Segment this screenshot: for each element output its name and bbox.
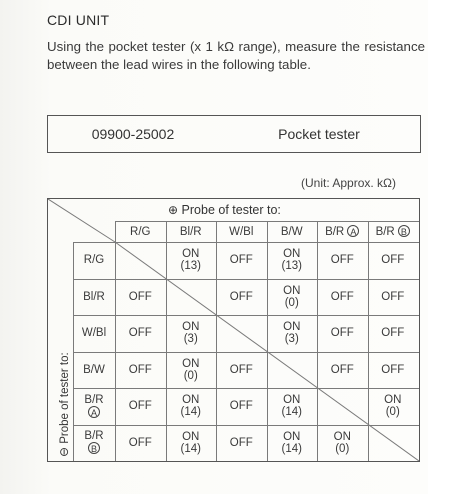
resistance-table [47,198,420,462]
circle-letter: A [88,406,100,418]
table-cell: ON (13) [281,248,302,273]
table-cell: ON (13) [180,248,201,273]
table-cell: ON (3) [283,321,301,346]
table-cell: OFF [128,400,152,413]
table-cell: OFF [128,436,152,449]
row-header: R/G [83,254,105,267]
probe-plus-label: Probe of tester to: [181,203,281,217]
table-cell: OFF [381,254,405,267]
table-cell: OFF [229,400,253,413]
table-cell: ON (14) [180,430,201,455]
column-header: B/W [280,225,303,238]
plus-symbol: ⊕ [168,203,179,217]
table-cell: OFF [229,363,253,376]
row-header: B/W [83,363,105,376]
table-cell: OFF [330,363,354,376]
table-cell: ON (14) [281,394,302,419]
row-header: B/R B [84,430,104,455]
column-header: B/R A [317,221,368,242]
corner-diagonal [48,199,115,242]
column-header: B/R B [368,221,419,242]
unit-note: (Unit: Approx. kΩ) [301,176,396,190]
table-cell: ON (0) [182,357,200,382]
section-heading: CDI UNIT [47,12,110,28]
table-cell: ON (3) [182,321,200,346]
intro-paragraph: Using the pocket tester (x 1 kΩ range), measure the resistance between the lead wires in the following table. [47,39,425,72]
table-cell: ON (14) [281,430,302,455]
table-cell: ON (0) [283,284,301,309]
table-cell: ON (14) [180,394,201,419]
table-cell: OFF [229,254,253,267]
tool-name: Pocket tester [278,126,360,142]
table-cell: ON (0) [384,394,402,419]
column-header: R/G [130,225,151,238]
table-cell: OFF [229,290,253,303]
table-cell: OFF [381,290,405,303]
table-cell: OFF [229,436,253,449]
row-header: B/R A [84,393,104,418]
circle-letter: B [88,442,100,454]
minus-symbol: ⊖ [57,446,71,457]
table-cell: OFF [381,363,405,376]
table-cell: OFF [128,327,152,340]
column-header: W/Bl [229,225,254,238]
table-cell: OFF [128,290,152,303]
tool-box [47,115,421,153]
tool-code: 09900-25002 [91,126,175,142]
table-cell: OFF [128,363,152,376]
row-header: W/Bl [81,327,107,340]
probe-minus-label: Probe of tester to: [59,352,71,444]
circle-letter: B [398,225,410,237]
table-cell: ON (0) [333,430,351,455]
table-cell: OFF [381,327,405,340]
table-cell: OFF [330,254,354,267]
column-header: Bl/R [179,225,202,238]
table-cell: OFF [330,290,354,303]
circle-letter: A [347,225,359,237]
table-cell: OFF [330,327,354,340]
row-header: Bl/R [83,290,105,303]
